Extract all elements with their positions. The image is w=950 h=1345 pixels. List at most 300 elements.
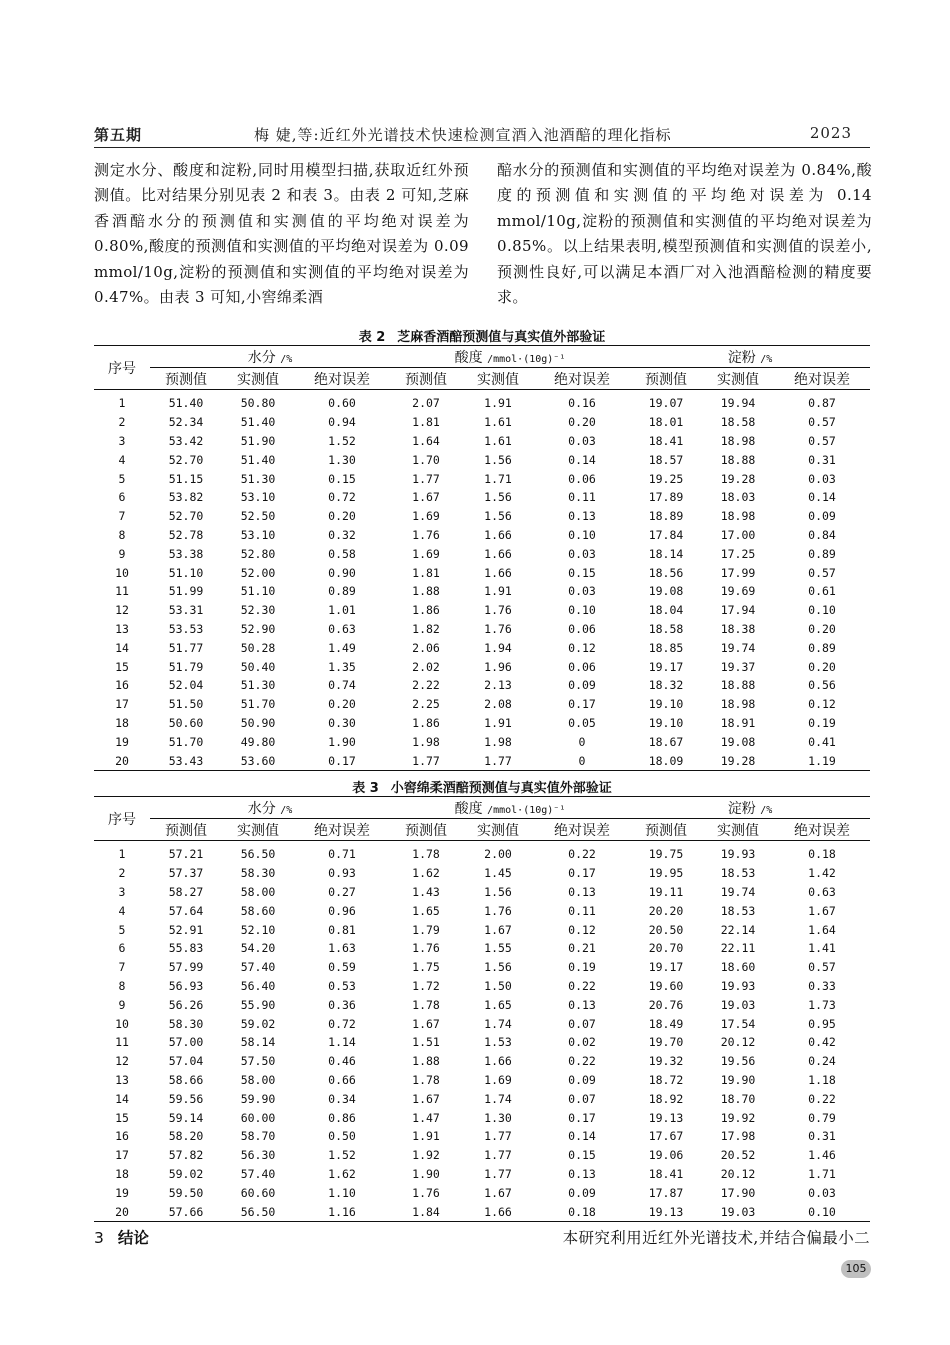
table-cell: 1.69 [412,546,440,561]
table-cell: 17.54 [720,1016,756,1031]
row-number: 2 [118,415,126,430]
group-header [390,346,630,368]
table-cell: 1.66 [484,1054,512,1069]
column-header: 预测值 [630,368,702,390]
table-cell: 1.16 [294,1202,390,1221]
table-cell: 1.64 [412,433,440,448]
table-row [94,695,870,714]
table-cell: 1.77 [484,1148,512,1163]
table-cell: 17.99 [720,565,756,580]
table-cell: 58.66 [168,1072,204,1087]
table-cell: 0.57 [808,433,836,448]
table-cell: 2.25 [412,697,440,712]
table-cell: 56.50 [240,847,276,862]
table-cell: 53.82 [168,490,204,505]
table-row [94,883,870,902]
table-cell: 20.52 [720,1148,756,1163]
table-cell: 1.76 [412,1185,440,1200]
table-cell: 0.14 [568,452,596,467]
table-row [94,995,870,1014]
table-cell: 18.41 [648,1166,684,1181]
table-cell: 0.07 [568,1091,596,1106]
table-row [94,657,870,676]
table-cell: 18.03 [720,490,756,505]
table-cell: 51.79 [168,659,204,674]
row-number: 14 [115,640,129,655]
table-cell: 1.19 [774,751,870,770]
table-cell: 18.32 [648,678,684,693]
table-cell: 53.38 [168,546,204,561]
table-cell: 58.30 [168,1016,204,1031]
row-number: 19 [115,1185,129,1200]
row-number: 16 [115,1129,129,1144]
table-cell: 1.14 [328,1035,356,1050]
table-row [94,1146,870,1165]
table-row [94,841,870,864]
table-cell: 0.61 [808,584,836,599]
table-cell: 0.90 [328,565,356,580]
right-column-paragraph: 醅水分的预测值和实测值的平均绝对误差为 0.84%,酸度的预测值和实测值的平均绝对误差为 0.14 mmol/10g,淀粉的预测值和实测值的平均绝对误差为 0.85%。以上结果表明,模型预测值和实测值的误差小,预测性良好,可以满足本酒厂对入池酒醅检测的精度要求。 [497,161,872,307]
table2-title: 芝麻香酒醅预测值与真实值外部验证 [397,330,606,345]
table-cell: 22.11 [720,941,756,956]
table-cell: 0.22 [568,1054,596,1069]
table-cell: 59.02 [168,1166,204,1181]
table-cell: 0.58 [328,546,356,561]
column-header: 实测值 [462,368,534,390]
table-cell: 1.66 [484,565,512,580]
table-cell: 1.91 [484,396,512,411]
table-cell: 1.77 [484,1129,512,1144]
table-cell: 19.90 [720,1072,756,1087]
table-cell: 0.89 [808,640,836,655]
table-cell: 19.25 [648,471,684,486]
group-unit: /% [280,353,293,365]
table-cell: 1.74 [484,1016,512,1031]
table-cell: 0.89 [328,584,356,599]
table-row [94,544,870,563]
table-cell: 1.96 [484,659,512,674]
table-cell: 19.37 [720,659,756,674]
table-cell: 56.40 [240,978,276,993]
table-cell: 0.20 [568,415,596,430]
table-cell: 51.10 [168,565,204,580]
group-unit: /% [280,804,293,816]
table-cell: 0 [578,734,586,749]
table-cell: 2.22 [412,678,440,693]
group-unit: /mmol·(10g)⁻¹ [487,804,566,816]
table-cell: 52.80 [240,546,276,561]
table-cell: 1.91 [412,1129,440,1144]
table-cell: 0.19 [808,715,836,730]
table3-caption [94,777,870,796]
table-cell: 51.30 [240,678,276,693]
table-cell: 2.13 [484,678,512,693]
seq-header: 序号 [94,346,150,390]
table-cell: 1.52 [328,1148,356,1163]
table-cell: 2.08 [484,697,512,712]
table-cell: 19.06 [648,1148,684,1163]
row-number: 5 [118,471,126,486]
row-number: 12 [115,1054,129,1069]
group-unit: /% [760,353,773,365]
table-cell: 19.08 [720,734,756,749]
row-number: 9 [118,997,126,1012]
table-cell: 1.81 [412,565,440,580]
table-row [94,1033,870,1052]
table-cell: 0.74 [328,678,356,693]
table-row [94,469,870,488]
table-cell: 1.51 [412,1035,440,1050]
table-row [94,432,870,451]
table-cell: 0.03 [568,433,596,448]
row-number: 17 [115,1148,129,1163]
table-cell: 18.56 [648,565,684,580]
table-cell: 1.69 [484,1072,512,1087]
table-cell: 55.83 [168,941,204,956]
table-row [94,676,870,695]
table-cell: 51.15 [168,471,204,486]
table-cell: 51.40 [240,415,276,430]
table-cell: 1.55 [484,941,512,956]
table-cell: 52.04 [168,678,204,693]
table-cell: 53.53 [168,621,204,636]
table-cell: 1.01 [328,603,356,618]
table-cell: 58.00 [240,1072,276,1087]
table-cell: 1.42 [808,866,836,881]
table-cell: 59.56 [168,1091,204,1106]
table-cell: 1.90 [412,1166,440,1181]
table-cell: 0.57 [808,565,836,580]
table-cell: 19.74 [720,640,756,655]
table-cell: 57.64 [168,903,204,918]
table-cell: 1.78 [412,997,440,1012]
year-label: 2023 [809,124,852,142]
table-cell: 20.12 [720,1035,756,1050]
header-rule [94,147,870,148]
table-cell: 52.70 [168,509,204,524]
group-header [630,797,870,819]
row-number: 13 [115,1072,129,1087]
table-cell: 18.57 [648,452,684,467]
table-cell: 19.03 [720,997,756,1012]
table-cell: 1.61 [484,433,512,448]
table-cell: 1.76 [412,941,440,956]
table-cell: 1.49 [328,640,356,655]
table-row [94,507,870,526]
table-cell: 18.04 [648,603,684,618]
table-cell: 0.27 [328,884,356,899]
table-cell: 53.10 [240,527,276,542]
table-cell: 0.16 [568,396,596,411]
table-cell: 18.67 [648,734,684,749]
row-number: 2 [118,866,126,881]
table-cell: 17.25 [720,546,756,561]
table-cell: 0.72 [328,490,356,505]
table-cell: 19.93 [720,978,756,993]
table-cell: 50.80 [240,396,276,411]
table-cell: 20.70 [648,941,684,956]
table-cell: 2.00 [484,847,512,862]
table-cell: 0.31 [808,1129,836,1144]
table-cell: 0.95 [808,1016,836,1031]
table-cell: 58.27 [168,884,204,899]
table-cell: 2.07 [412,396,440,411]
row-number: 1 [118,847,126,862]
row-number: 7 [118,960,126,975]
table-cell: 1.47 [412,1110,440,1125]
seq-header: 序号 [94,797,150,841]
table-cell: 0.20 [328,697,356,712]
column-header: 预测值 [150,368,222,390]
table-cell: 0.17 [568,866,596,881]
running-header [94,124,852,146]
column-header: 实测值 [222,819,294,841]
table-cell: 1.30 [484,1110,512,1125]
row-number: 18 [115,715,129,730]
table-cell: 18.72 [648,1072,684,1087]
table-cell: 18.09 [630,751,702,770]
table-cell: 1.88 [412,584,440,599]
row-number: 16 [115,678,129,693]
left-column-paragraph: 测定水分、酸度和淀粉,同时用模型扫描,获取近红外预测值。比对结果分别见表 2 和表 3。由表 2 可知,芝麻香酒醅水分的预测值和实测值的平均绝对误差为 0.80%,酸度的预测值和实测值的平均绝对误差为 0.09 mmol/10g,淀粉的预测值和实测值的平均绝对误差为 0.47%。由表 3 可知,小窖绵柔酒 [94,161,469,307]
row-number: 10 [115,565,129,580]
table-cell: 0.13 [568,1166,596,1181]
table-cell: 0.09 [568,678,596,693]
table-cell: 53.10 [240,490,276,505]
table-cell: 17.84 [648,527,684,542]
table-cell: 1.86 [412,603,440,618]
table-cell: 1.74 [484,1091,512,1106]
table-cell: 1.65 [484,997,512,1012]
table-cell: 1.56 [484,452,512,467]
table-row [94,488,870,507]
table-cell: 1.30 [328,452,356,467]
table-cell: 0.63 [808,884,836,899]
table-cell: 0.13 [568,997,596,1012]
table-row [94,714,870,733]
table-cell: 60.00 [240,1110,276,1125]
table-cell: 17.94 [720,603,756,618]
table-row [94,563,870,582]
table-cell: 19.13 [648,1110,684,1125]
table-row [94,920,870,939]
table-cell: 52.00 [240,565,276,580]
table-cell: 18.53 [720,903,756,918]
table-cell: 51.40 [168,396,204,411]
group-header [150,346,390,368]
table-cell: 1.77 [462,751,534,770]
table-cell: 58.70 [240,1129,276,1144]
table-cell: 18.89 [648,509,684,524]
table-cell: 1.75 [412,960,440,975]
table-cell: 0.19 [568,960,596,975]
table-row [94,939,870,958]
table3-title: 小窖绵柔酒醅预测值与真实值外部验证 [390,781,612,796]
table-cell: 0.15 [568,565,596,580]
table-cell: 51.70 [240,697,276,712]
table-cell: 53.43 [150,751,222,770]
column-header: 实测值 [222,368,294,390]
table-cell: 19.74 [720,884,756,899]
section-number: 3 [94,1229,104,1247]
column-header: 预测值 [150,819,222,841]
table-cell: 0.11 [568,903,596,918]
column-header: 预测值 [630,819,702,841]
table-row [94,1071,870,1090]
table-row [94,1052,870,1071]
row-number: 3 [118,433,126,448]
table-cell: 0.09 [568,1072,596,1087]
table-cell: 20.50 [648,922,684,937]
table-cell: 19.93 [720,847,756,862]
group-header [390,797,630,819]
table-cell: 1.91 [484,584,512,599]
table-cell: 0.06 [568,659,596,674]
table-cell: 1.65 [412,903,440,918]
table-cell: 0.33 [808,978,836,993]
table-cell: 20.20 [648,903,684,918]
table-cell: 0.17 [568,1110,596,1125]
table-cell: 57.50 [240,1054,276,1069]
table-cell: 1.71 [484,471,512,486]
table-cell: 1.53 [484,1035,512,1050]
table-cell: 58.30 [240,866,276,881]
column-header: 预测值 [390,819,462,841]
table-cell: 1.67 [484,1185,512,1200]
table-cell: 1.67 [412,1016,440,1031]
table-cell: 0.46 [328,1054,356,1069]
section-title: 结论 [117,1229,149,1247]
table-cell: 59.90 [240,1091,276,1106]
row-number: 6 [118,941,126,956]
table-cell: 54.20 [240,941,276,956]
table-cell: 17.67 [648,1129,684,1144]
table-cell: 53.31 [168,603,204,618]
table-cell: 52.70 [168,452,204,467]
table-cell: 0.20 [328,509,356,524]
table-cell: 50.40 [240,659,276,674]
table-cell: 0.86 [328,1110,356,1125]
table-cell: 19.10 [648,715,684,730]
column-header: 实测值 [462,819,534,841]
table-cell: 55.90 [240,997,276,1012]
table-cell: 57.21 [168,847,204,862]
section-heading [94,1226,149,1248]
table-cell: 0.60 [328,396,356,411]
table-cell: 59.14 [168,1110,204,1125]
table-cell: 19.07 [648,396,684,411]
table-cell: 53.42 [168,433,204,448]
group-header [150,797,390,819]
table-row [94,1014,870,1033]
row-number: 6 [118,490,126,505]
table-cell: 60.60 [240,1185,276,1200]
table-row [94,390,870,413]
table-cell: 1.76 [484,903,512,918]
table-cell: 0.11 [568,490,596,505]
table-cell: 1.41 [808,941,836,956]
table-cell: 51.77 [168,640,204,655]
table-cell: 19.10 [648,697,684,712]
group-name: 淀粉 [727,349,756,366]
table-cell: 19.32 [648,1054,684,1069]
table-row [94,901,870,920]
table-cell: 1.56 [484,509,512,524]
table-cell: 0.84 [808,527,836,542]
table-cell: 0.34 [328,1091,356,1106]
table-cell: 57.00 [168,1035,204,1050]
issue-label: 第五期 [94,126,143,144]
table-row [94,751,870,770]
table-cell: 0.13 [568,509,596,524]
table-cell: 0.12 [568,640,596,655]
table-cell: 52.30 [240,603,276,618]
row-number: 20 [94,751,150,770]
table-cell: 52.10 [240,922,276,937]
table-cell: 0.03 [808,471,836,486]
table-cell: 18.60 [720,960,756,975]
table-cell: 51.10 [240,584,276,599]
row-number: 10 [115,1016,129,1031]
table-row [94,450,870,469]
table-cell: 18.98 [720,697,756,712]
table-cell: 1.52 [328,433,356,448]
table-cell: 1.76 [484,603,512,618]
table-cell: 1.45 [484,866,512,881]
table-cell: 51.90 [240,433,276,448]
table-cell: 1.46 [808,1148,836,1163]
table-cell: 1.67 [808,903,836,918]
table-cell: 0.06 [568,471,596,486]
table-cell: 0.18 [808,847,836,862]
table-cell: 17.89 [648,490,684,505]
table-cell: 56.26 [168,997,204,1012]
table-cell: 56.30 [240,1148,276,1163]
table-cell: 1.88 [412,1054,440,1069]
table-cell: 1.70 [412,452,440,467]
table-cell: 58.20 [168,1129,204,1144]
table-cell: 0.03 [568,584,596,599]
table-cell: 0.50 [328,1129,356,1144]
table-cell: 18.88 [720,452,756,467]
table3-number: 表 3 [352,781,379,796]
table-cell: 2.02 [412,659,440,674]
table-cell: 0.32 [328,527,356,542]
table-cell: 0.96 [328,903,356,918]
table-cell: 1.18 [808,1072,836,1087]
table-cell: 50.28 [240,640,276,655]
table-cell: 0.02 [568,1035,596,1050]
table-cell: 57.40 [240,1166,276,1181]
table-row [94,1127,870,1146]
table-row [94,1089,870,1108]
table-cell: 0.22 [808,1091,836,1106]
table-row [94,1165,870,1184]
table-cell: 51.50 [168,697,204,712]
table-cell: 51.70 [168,734,204,749]
table-cell: 18.01 [648,415,684,430]
table-cell: 18.58 [648,621,684,636]
table-cell: 58.14 [240,1035,276,1050]
table-cell: 0.05 [568,715,596,730]
page-number: 105 [841,1260,871,1278]
table-cell: 57.82 [168,1148,204,1163]
table-cell: 0.07 [568,1016,596,1031]
table-cell: 1.63 [328,941,356,956]
table-cell: 0.12 [808,697,836,712]
table-cell: 51.99 [168,584,204,599]
table-row [94,526,870,545]
